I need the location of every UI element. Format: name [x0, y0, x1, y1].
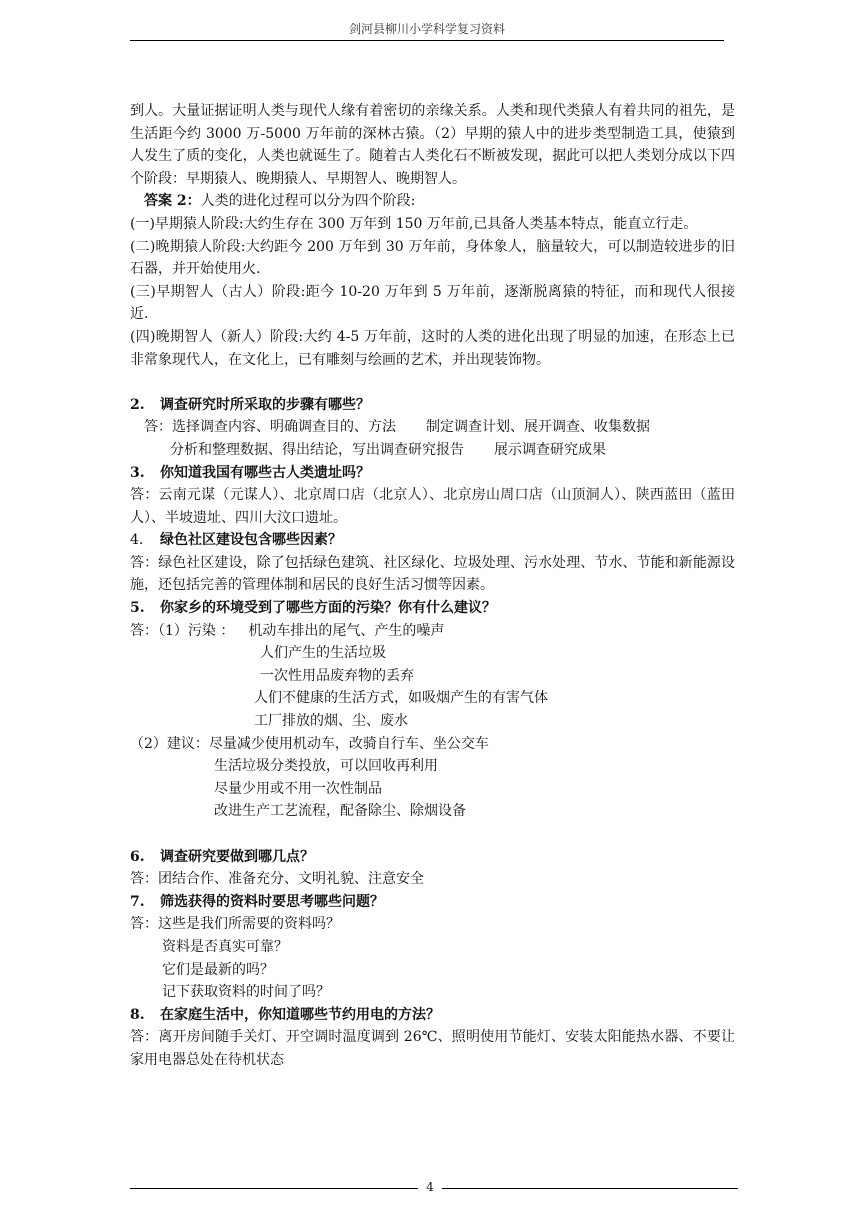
- header-rule: [130, 40, 724, 41]
- q4-answer: 答：绿色社区建设，除了包括绿色建筑、社区绿化、垃圾处理、污水处理、节水、节能和新能源设施，还包括完善的管理体制和居民的良好生活习惯等因素。: [130, 554, 735, 594]
- page-number: 4: [418, 1180, 442, 1194]
- q2-answer-part: 展示调查研究成果: [494, 441, 606, 458]
- spacer: [130, 371, 735, 394]
- question-text: 调查研究要做到哪几点？: [160, 848, 314, 865]
- pollution-item: 一次性用品废弃物的丢弃: [260, 667, 414, 684]
- question-text: 在家庭生活中，你知道哪些节约用电的方法？: [160, 1006, 440, 1023]
- q7-answer: 答：这些是我们所需要的资料吗？: [130, 916, 340, 933]
- q7-answer: 记下获取资料的时间了吗？: [162, 984, 330, 1001]
- question-6: [130, 846, 735, 869]
- question-number: 4.: [130, 532, 144, 549]
- question-5: [130, 597, 735, 620]
- question-8: [130, 1004, 735, 1027]
- answer-2-label: 答案 2：: [144, 193, 201, 210]
- q7-answer: 它们是最新的吗？: [162, 961, 274, 978]
- q3-answer: 答：云南元谋（元谋人）、北京周口店（北京人）、北京房山周口店（山顶洞人）、陕西蓝田（蓝田人）、半坡遗址、四川大汶口遗址。: [130, 487, 735, 526]
- suggestion-item: 尽量少用或不用一次性制品: [214, 780, 382, 797]
- question-number: 5.: [130, 600, 145, 617]
- question-text: 筛选获得的资料时要思考哪些问题？: [160, 893, 384, 910]
- question-2: [130, 394, 735, 417]
- question-text: 你家乡的环境受到了哪些方面的污染？你有什么建议？: [160, 600, 496, 617]
- stage-2: (二)晚期猿人阶段:大约距今 200 万年到 30 万年前，身体象人，脑量较大，可以制造较进步的旧石器，并开始使用火.: [130, 238, 735, 278]
- answer-2-heading: [130, 190, 735, 213]
- q2-answer-part: 答：选择调查内容、明确调查目的、方法: [144, 419, 396, 436]
- suggestion-item: 尽量减少使用机动车，改骑自行车、坐公交车: [208, 735, 489, 752]
- question-number: 8.: [130, 1006, 145, 1023]
- pollution-item: 工厂排放的烟、尘、废水: [254, 713, 408, 730]
- question-text: 你知道我国有哪些古人类遗址吗？: [160, 464, 370, 481]
- answer-2-text: 人类的进化过程可以分为四个阶段:: [200, 193, 416, 210]
- suggestion-label: （2）建议：: [130, 735, 209, 752]
- question-4: [130, 529, 735, 552]
- q2-answer-part: 制定调查计划、展开调查、收集数据: [426, 419, 650, 436]
- question-number: 7.: [130, 893, 145, 910]
- q7-answer: 资料是否真实可靠？: [162, 938, 288, 955]
- pollution-item: 机动车排出的尾气、产生的噪声: [248, 622, 445, 639]
- page-header: 剑河县柳川小学科学复习资料: [348, 22, 505, 36]
- q8-answer: 答：离开房间随手关灯、开空调时温度调到 26℃、照明使用节能灯、安装太阳能热水器、不要让家用电器总处在待机状态: [130, 1029, 735, 1068]
- stage-3: (三)早期智人（古人）阶段:距今 10-20 万年到 5 万年前，逐渐脱离猿的特征，而和现代人很接近.: [130, 283, 735, 323]
- question-7: [130, 891, 735, 914]
- question-number: 3.: [130, 464, 145, 481]
- intro-paragraph: 到人。大量证据证明人类与现代人缘有着密切的亲缘关系。人类和现代类猿人有着共同的祖先，是生活距今约 3000 万-5000 万年前的深林古猿。（2）早期的猿人中的进步类型制造工具，使猿到人发生了质的变化，人类也就诞生了。随着古人类化石不断被发现，据此可以把人类划分成以下四个阶段：早期猿人、晚期猿人、早期智人、晚期智人。: [130, 103, 735, 187]
- question-number: 6.: [130, 848, 145, 865]
- question-text: 绿色社区建设包含哪些因素？: [160, 532, 342, 549]
- q2-answer-part: 分析和整理数据、得出结论，写出调查研究报告: [170, 441, 464, 458]
- q5-pollution-line: [130, 620, 735, 643]
- stage-4: (四)晚期智人（新人）阶段:大约 4-5 万年前，这时的人类的进化出现了明显的加速，在形态上已非常象现代人，在文化上，已有雕刻与绘画的艺术，并出现装饰物。: [130, 328, 735, 368]
- q5-suggestion-line: [130, 733, 735, 756]
- question-3: [130, 462, 735, 485]
- q6-answer: 答：团结合作、准备充分、文明礼貌、注意安全: [130, 871, 424, 888]
- suggestion-item: 改进生产工艺流程，配备除尘、除烟设备: [214, 803, 466, 820]
- spacer: [130, 823, 735, 846]
- question-number: 2.: [130, 396, 145, 413]
- pollution-label: 答：（1）污染 ：: [130, 622, 235, 639]
- q2-answer-line-1: [130, 416, 735, 439]
- suggestion-item: 生活垃圾分类投放，可以回收再利用: [214, 758, 438, 775]
- pollution-item: 人们产生的生活垃圾: [260, 645, 386, 662]
- pollution-item: 人们不健康的生活方式，如吸烟产生的有害气体: [254, 690, 548, 707]
- q2-answer-line-2: [130, 439, 735, 462]
- question-text: 调查研究时所采取的步骤有哪些？: [160, 396, 370, 413]
- stage-1: (一)早期猿人阶段:大约生存在 300 万年到 150 万年前,已具备人类基本特点，能直立行走。: [130, 215, 698, 232]
- document-body: [130, 100, 735, 1072]
